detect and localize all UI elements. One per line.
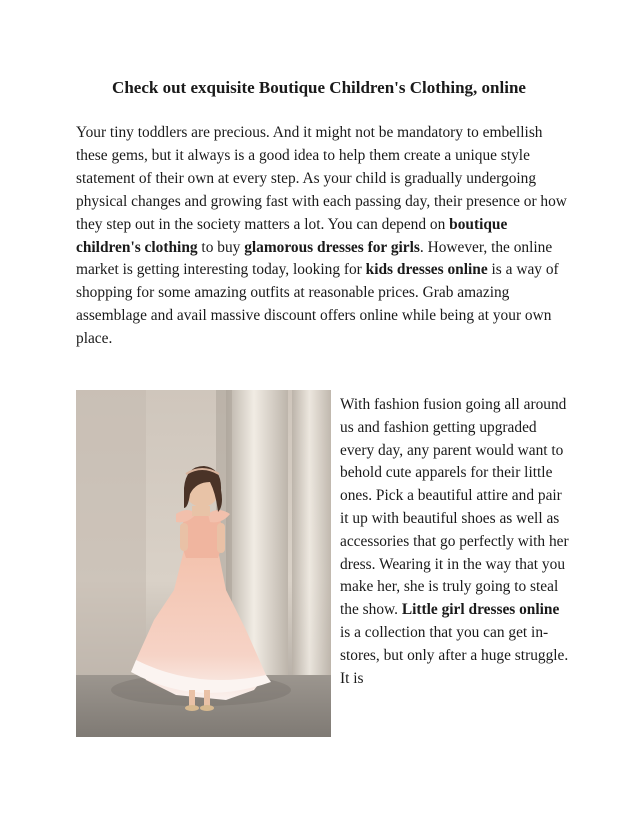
intro-text-3: . However, the online market is getting interesting today, looking for	[76, 238, 553, 279]
side-paragraph	[340, 394, 572, 690]
page-title: Check out exquisite Boutique Children's Clothing, online	[112, 78, 526, 97]
intro-text-1: Your tiny toddlers are precious. And it might not be mandatory to embellish these gems, but it always is a good idea to help them create a unique style statement of their own at every step. As your child is gradually undergoing physical changes and growing fast with each passing day, their presence or how they step out in the society matters a lot. You can depend on	[76, 124, 567, 233]
keyword-kids-dresses-online: kids dresses online	[365, 261, 488, 279]
side-text-1: With fashion fusion going all around us and fashion getting upgraded every day, any parent would want to behold cute apparels for their little ones. Pick a beautiful attire and pair it up with beautiful shoes as well as accessories that go perfectly with her dress. Wearing it in the way that you make her, she is truly going to steal the show.	[340, 396, 569, 619]
girl-in-dress-photo	[76, 390, 331, 737]
keyword-boutique-childrens-clothing: boutique children's clothing	[76, 215, 508, 256]
keyword-little-girl-dresses-online: Little girl dresses online	[401, 601, 560, 619]
intro-paragraph	[76, 122, 568, 351]
side-text-2: is a collection that you can get in-stores, but only after a huge struggle. It is	[340, 623, 569, 687]
intro-text-2: to buy	[197, 238, 245, 256]
keyword-glamorous-dresses: glamorous dresses for girls	[244, 238, 420, 256]
intro-text-4: is a way of shopping for some amazing outfits at reasonable prices. Grab amazing assemblage and avail massive discount offers online while being at your own place.	[76, 261, 559, 348]
